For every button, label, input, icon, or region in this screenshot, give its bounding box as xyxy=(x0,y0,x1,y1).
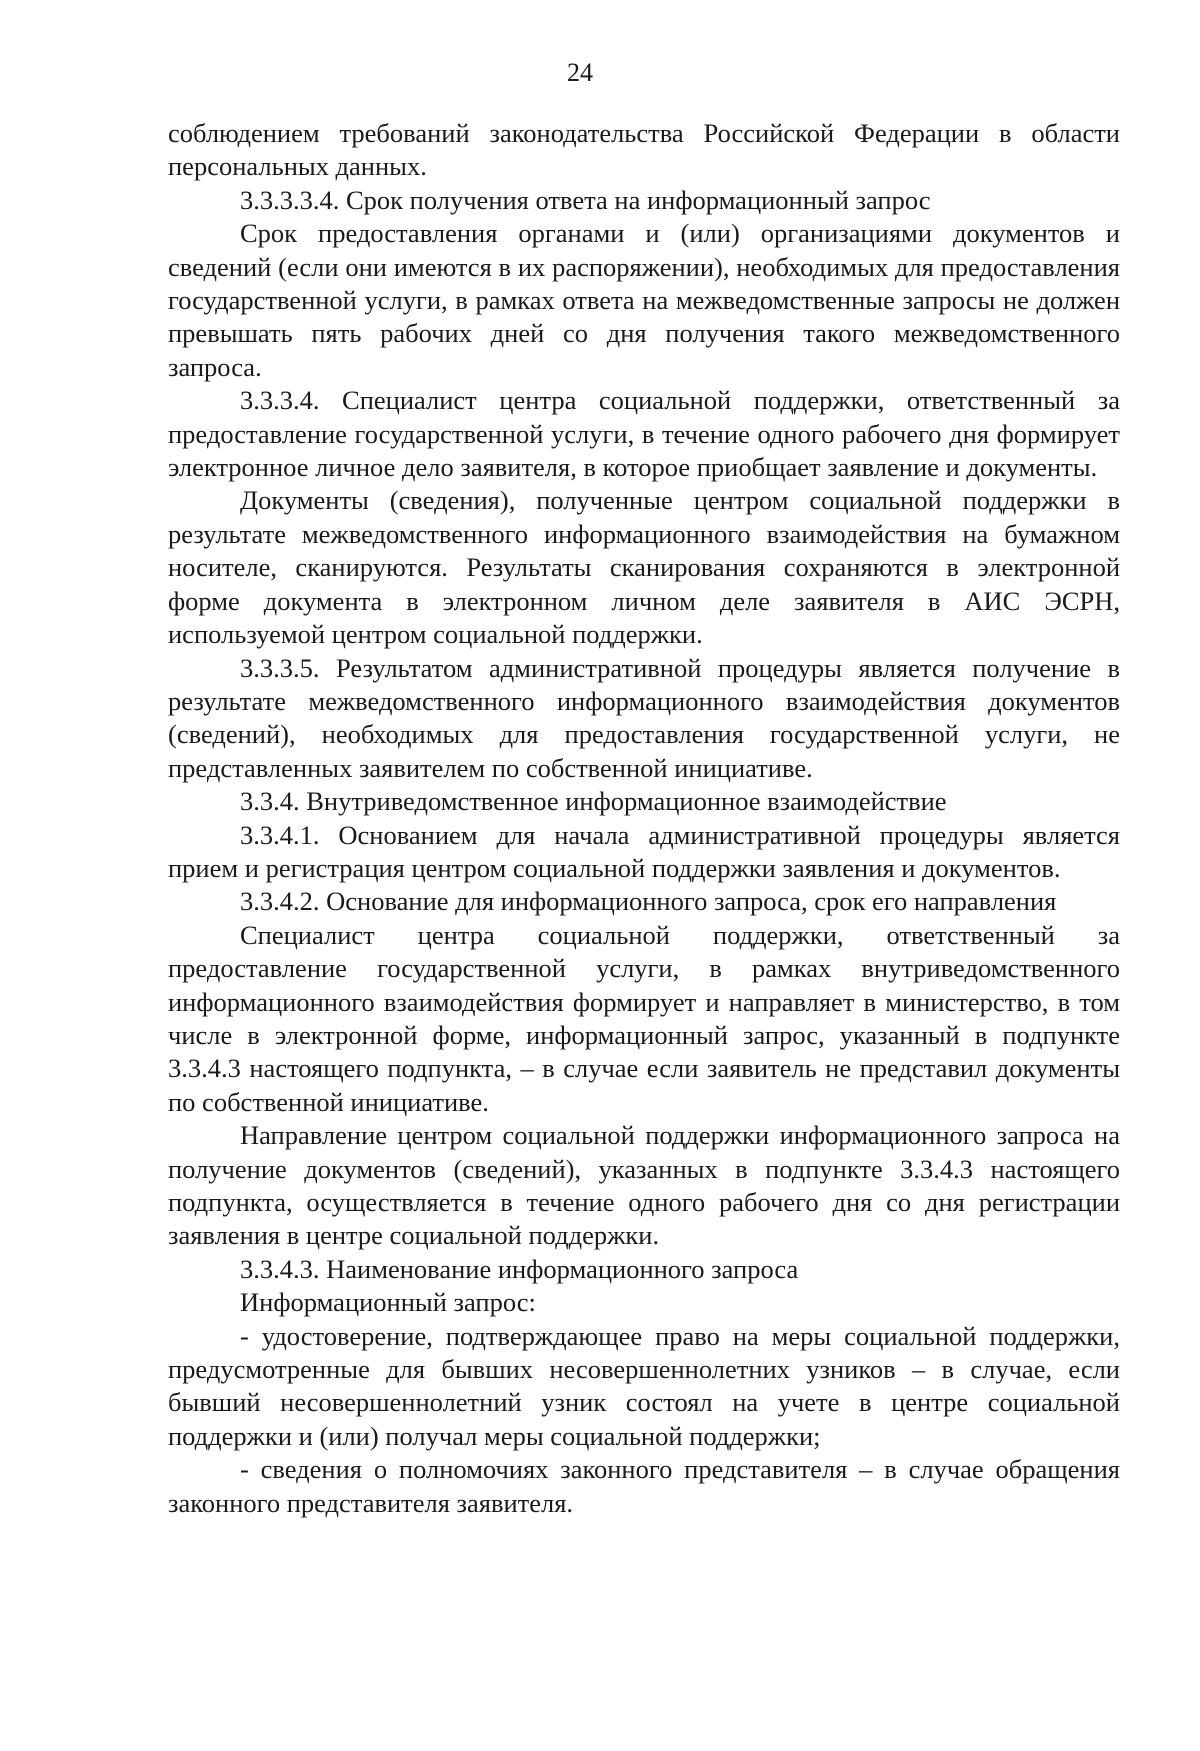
paragraph: соблюдением требований законодательства Российской Федерации в области персональных данных. xyxy=(168,118,1120,182)
list-item: - сведения о полномочиях законного представителя – в случае обращения законного представителя заявителя. xyxy=(168,1454,1120,1518)
paragraph: Специалист центра социальной поддержки, ответственный за предоставление государственной услуги, в рамках внутриведомственного информационного взаимодействия формирует и направляет в министерство, в том числе в электронной форме, информационный запрос, указанный в подпункте 3.3.4.3 настоящего подпункта, – в случае если заявитель не представил документы по собственной инициативе. xyxy=(168,919,1120,1117)
paragraph: Направление центром социальной поддержки информационного запроса на получение документов (сведений), указанных в подпункте 3.3.4.3 настоящего подпункта, осуществляется в течение одного рабочего дня со дня регистрации заявления в центре социальной поддержки. xyxy=(168,1120,1120,1251)
section-heading: 3.3.3.3.4. Срок получения ответа на информационный запрос xyxy=(240,184,931,215)
paragraph: 3.3.4.1. Основанием для начала административной процедуры является прием и регистрация центром социальной поддержки заявления и документов. xyxy=(168,819,1120,883)
paragraph: Срок предоставления органами и (или) организациями документов и сведений (если они имеются в их распоряжении), необходимых для предоставления государственной услуги, в рамках ответа на межведомственные запросы не должен превышать пять рабочих дней со дня получения такого межведомственного запроса. xyxy=(168,218,1120,382)
list-item: - удостоверение, подтверждающее право на меры социальной поддержки, предусмотренные для бывших несовершеннолетних узников – в случае, если бывший несовершеннолетний узник состоял на учете в центре социальной поддержки и (или) получал меры социальной поддержки; xyxy=(168,1320,1120,1451)
document-body xyxy=(168,117,1120,1520)
page-number: 24 xyxy=(567,58,593,87)
paragraph: 3.3.3.5. Результатом административной процедуры является получение в результате межведомственного информационного взаимодействия документов (сведений), необходимых для предоставления государственной услуги, не представленных заявителем по собственной инициативе. xyxy=(168,652,1120,783)
section-heading: 3.3.4.3. Наименование информационного запроса xyxy=(240,1253,799,1284)
paragraph: 3.3.4.2. Основание для информационного запроса, срок его направления xyxy=(240,886,1057,917)
section-heading: 3.3.4. Внутриведомственное информационное взаимодействие xyxy=(240,786,947,817)
paragraph: Документы (сведения), полученные центром социальной поддержки в результате межведомственного информационного взаимодействия на бумажном носителе, сканируются. Результаты сканирования сохраняются в электронной форме документа в электронном личном деле заявителя в АИС ЭСРН, используемой центром социальной поддержки. xyxy=(168,485,1120,650)
paragraph: Информационный запрос: xyxy=(240,1287,536,1318)
paragraph: 3.3.3.4. Специалист центра социальной поддержки, ответственный за предоставление государственной услуги, в течение одного рабочего дня формирует электронное личное дело заявителя, в которое приобщает заявление и документы. xyxy=(168,385,1120,483)
